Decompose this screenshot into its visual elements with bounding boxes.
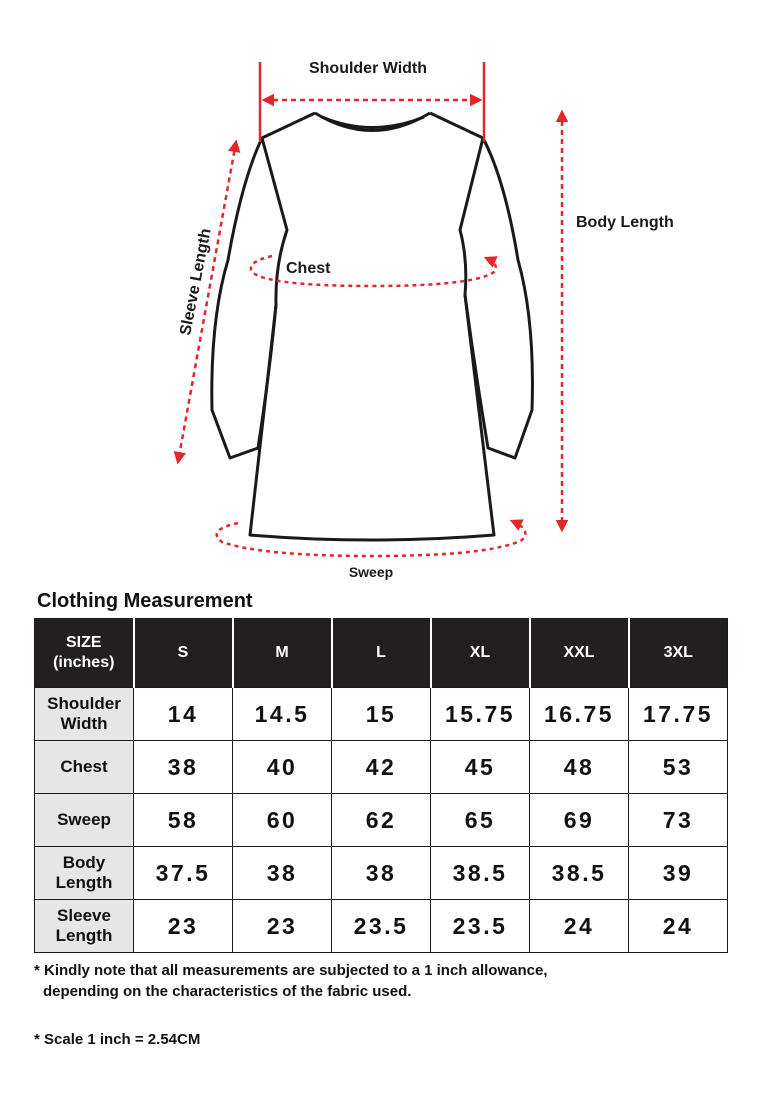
- table-cell: 39: [629, 847, 728, 900]
- size-header-m: M: [233, 619, 332, 688]
- chest-label: Chest: [286, 260, 331, 277]
- sleeve-length-label: Sleeve Length: [177, 227, 215, 337]
- table-row-sweep: [35, 794, 728, 847]
- table-cell: 37.5: [134, 847, 233, 900]
- size-header-s: S: [134, 619, 233, 688]
- table-cell: 23.5: [332, 900, 431, 953]
- unit-header-line: (inches): [53, 654, 115, 671]
- table-cell: 17.75: [629, 688, 728, 741]
- table-cell: 38: [332, 847, 431, 900]
- dress-outline-icon: [212, 113, 533, 540]
- shoulder-width-label: Shoulder Width: [308, 60, 428, 77]
- row-label-line: Length: [55, 873, 113, 892]
- allowance-note-line-1: * Kindly note that all measurements are subjected to a 1 inch allowance,: [34, 962, 548, 979]
- sweep-label: Sweep: [348, 564, 394, 580]
- table-cell: 24: [530, 900, 629, 953]
- table-cell: 23: [233, 900, 332, 953]
- size-header-line: SIZE: [65, 634, 102, 651]
- row-label-line: Body: [62, 853, 106, 872]
- table-cell: 38: [134, 741, 233, 794]
- body-length-label: Body Length: [576, 214, 674, 231]
- table-cell: 15.75: [431, 688, 530, 741]
- table-cell: 48: [530, 741, 629, 794]
- row-label-sweep: [35, 794, 134, 847]
- table-cell: 42: [332, 741, 431, 794]
- scale-note: * Scale 1 inch = 2.54CM: [34, 1031, 201, 1048]
- table-cell: 62: [332, 794, 431, 847]
- table-cell: 15: [332, 688, 431, 741]
- table-row-chest: [35, 741, 728, 794]
- table-header-row: [35, 619, 728, 688]
- row-label-shoulder-width: [35, 688, 134, 741]
- table-cell: 38.5: [530, 847, 629, 900]
- row-label-body-length: [35, 847, 134, 900]
- row-label-line: Length: [55, 926, 113, 945]
- size-header-l: L: [332, 619, 431, 688]
- table-cell: 69: [530, 794, 629, 847]
- section-title: Clothing Measurement: [37, 590, 253, 612]
- size-header-3xl: 3XL: [629, 619, 728, 688]
- allowance-note: [34, 960, 548, 1002]
- table-row-body-length: [35, 847, 728, 900]
- table-cell: 14: [134, 688, 233, 741]
- row-label-chest: [35, 741, 134, 794]
- table-cell: 16.75: [530, 688, 629, 741]
- table-cell: 23: [134, 900, 233, 953]
- table-cell: 73: [629, 794, 728, 847]
- row-label-line: Shoulder: [47, 694, 121, 713]
- table-cell: 45: [431, 741, 530, 794]
- row-label-line: Sweep: [57, 810, 111, 829]
- table-cell: 65: [431, 794, 530, 847]
- table-cell: 23.5: [431, 900, 530, 953]
- table-cell: 53: [629, 741, 728, 794]
- table-cell: 60: [233, 794, 332, 847]
- table-cell: 14.5: [233, 688, 332, 741]
- row-label-sleeve-length: [35, 900, 134, 953]
- table-cell: 38: [233, 847, 332, 900]
- size-header-xxl: XXL: [530, 619, 629, 688]
- table-cell: 38.5: [431, 847, 530, 900]
- table-cell: 58: [134, 794, 233, 847]
- table-row-sleeve-length: [35, 900, 728, 953]
- row-label-line: Sleeve: [57, 906, 111, 925]
- size-chart-table: [34, 618, 728, 953]
- table-cell: 24: [629, 900, 728, 953]
- allowance-note-line-2: depending on the characteristics of the fabric used.: [43, 983, 412, 1000]
- row-label-line: Width: [60, 714, 108, 733]
- row-label-line: Chest: [60, 757, 108, 776]
- table-row-shoulder-width: [35, 688, 728, 741]
- size-unit-header: [35, 619, 134, 688]
- size-header-xl: XL: [431, 619, 530, 688]
- table-cell: 40: [233, 741, 332, 794]
